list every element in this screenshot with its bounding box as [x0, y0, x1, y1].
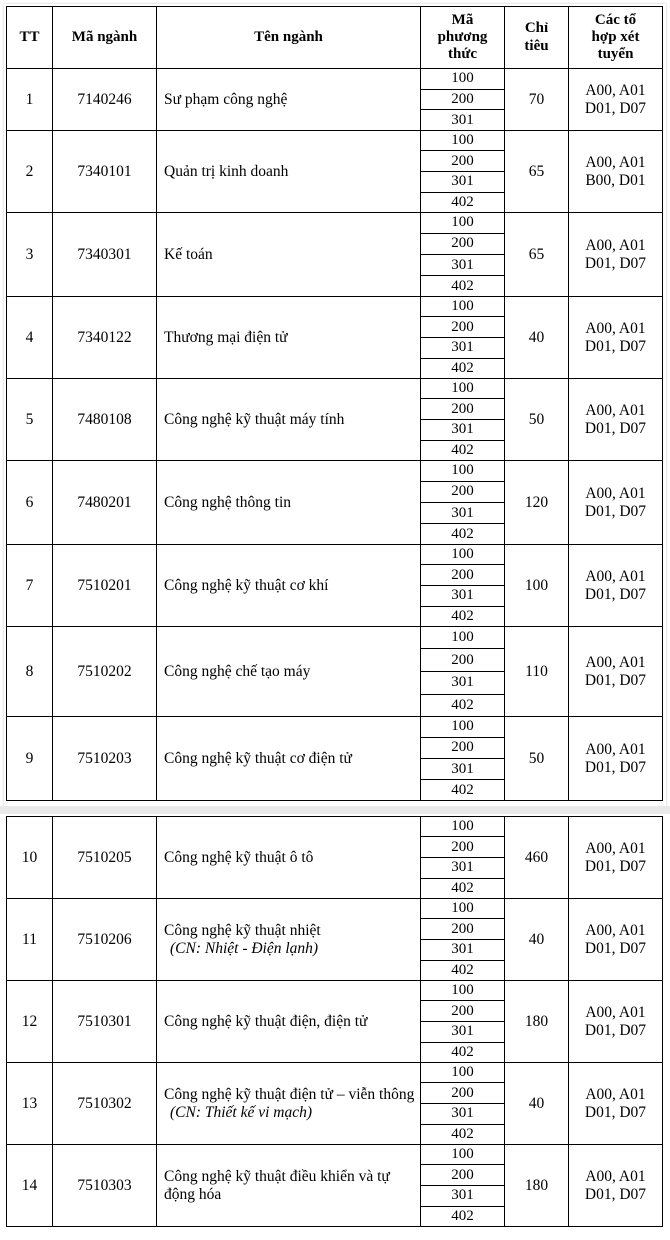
row-name: [157, 899, 421, 981]
table-row: [7, 1063, 663, 1145]
method-list: [421, 545, 504, 626]
row-name-text: Công nghệ kỹ thuật điều khiển và tự động hóa: [164, 1167, 390, 1203]
row-combos: [569, 213, 663, 297]
table-row: [7, 379, 663, 461]
header-line: hợp xét: [591, 28, 640, 45]
row-name: [157, 627, 421, 717]
method-code: 200: [421, 919, 504, 940]
row-name-text: Sư phạm công nghệ: [164, 90, 288, 108]
method-code: 301: [421, 1021, 504, 1042]
method-code: 301: [421, 254, 504, 275]
row-methods: [421, 1063, 505, 1145]
combo-line: D01, D07: [584, 1103, 647, 1121]
row-code: 7340101: [53, 131, 157, 213]
combo-line: A00, A01: [585, 921, 646, 939]
row-name: [157, 717, 421, 801]
method-code: 402: [451, 696, 474, 713]
row-name-text: Công nghệ kỹ thuật ô tô: [164, 848, 314, 866]
row-methods: [421, 297, 505, 379]
page-gap: [0, 806, 670, 814]
method-code: 402: [451, 193, 474, 210]
table-row: [7, 69, 663, 131]
row-quota: 120: [505, 461, 569, 545]
combo-line: D01, D07: [584, 99, 647, 117]
method-code: 200: [421, 1083, 504, 1104]
table-row: [7, 1145, 663, 1227]
row-tt: 9: [7, 717, 53, 801]
admissions-table-part-2: [6, 816, 663, 1227]
combo-line: D01, D07: [584, 502, 647, 520]
method-list: [421, 379, 504, 460]
row-combos: [569, 297, 663, 379]
header-line: Mã: [451, 11, 474, 28]
method-code: 200: [421, 1165, 504, 1186]
row-methods: [421, 1145, 505, 1227]
table-header-row: [7, 7, 663, 69]
combo-line: D01, D07: [584, 254, 647, 272]
method-list: [421, 899, 504, 980]
method-code: 100: [421, 461, 504, 481]
combo-line: A00, A01: [585, 81, 646, 99]
row-name: [157, 297, 421, 379]
combo-line: D01, D07: [584, 1185, 647, 1203]
combo-line: A00, A01: [585, 653, 646, 671]
row-tt: 4: [7, 297, 53, 379]
combo-line: A00, A01: [585, 1003, 646, 1021]
row-code: 7480201: [53, 461, 157, 545]
row-code: 7510205: [53, 817, 157, 899]
method-code: 200: [421, 481, 504, 502]
method-list: [421, 717, 504, 800]
row-combos: [569, 131, 663, 213]
row-combos: [569, 1145, 663, 1227]
method-code: 100: [421, 545, 504, 565]
method-code: 402: [451, 441, 474, 458]
combo-line: A00, A01: [585, 1167, 646, 1185]
method-code: 200: [421, 565, 504, 586]
table-row: [7, 981, 663, 1063]
row-combos: [569, 545, 663, 627]
combo-line: A00, A01: [585, 740, 646, 758]
method-code: 301: [421, 585, 504, 606]
combo-line: A00, A01: [585, 236, 646, 254]
row-tt: 2: [7, 131, 53, 213]
method-code: 402: [451, 607, 474, 624]
header-line: phương: [437, 28, 488, 45]
row-code: 7140246: [53, 69, 157, 131]
combo-line: D01, D07: [584, 1021, 647, 1039]
row-methods: [421, 899, 505, 981]
method-list: [421, 69, 504, 130]
method-code: 200: [421, 649, 504, 672]
method-code: 301: [421, 337, 504, 358]
row-quota: 100: [505, 545, 569, 627]
method-code: 100: [421, 213, 504, 233]
method-code: 402: [451, 277, 474, 294]
table-row: [7, 213, 663, 297]
header-line: tiêu: [524, 37, 549, 54]
combo-line: A00, A01: [585, 839, 646, 857]
combo-line: A00, A01: [585, 401, 646, 419]
method-code: 100: [421, 1063, 504, 1083]
row-note: (CN: Thiết kế vi mạch): [170, 1103, 313, 1121]
header-line: tuyển: [597, 46, 634, 63]
row-name-text: Công nghệ kỹ thuật nhiệt: [164, 921, 321, 939]
row-name: [157, 1145, 421, 1227]
method-code: 200: [421, 151, 504, 172]
row-code: 7480108: [53, 379, 157, 461]
row-methods: [421, 545, 505, 627]
method-code: 402: [451, 961, 474, 978]
method-code: 200: [421, 837, 504, 858]
row-combos: [569, 981, 663, 1063]
row-quota: 50: [505, 379, 569, 461]
row-code: 7340122: [53, 297, 157, 379]
row-note: (CN: Nhiệt - Điện lạnh): [170, 939, 319, 957]
row-tt: 8: [7, 627, 53, 717]
header-chi-tieu: [505, 7, 569, 69]
row-quota: 40: [505, 1063, 569, 1145]
row-quota: 65: [505, 131, 569, 213]
method-code: 402: [451, 781, 474, 798]
method-list: [421, 817, 504, 898]
method-code: 100: [421, 297, 504, 317]
method-code: 402: [451, 879, 474, 896]
row-name-text: Công nghệ kỹ thuật cơ điện tử: [164, 749, 352, 767]
table-row: [7, 817, 663, 899]
row-tt: 14: [7, 1145, 53, 1227]
row-name: [157, 817, 421, 899]
combo-line: D01, D07: [584, 585, 647, 603]
combo-line: A00, A01: [585, 567, 646, 585]
row-combos: [569, 627, 663, 717]
method-code: 402: [451, 359, 474, 376]
method-code: 301: [421, 758, 504, 779]
combo-line: D01, D07: [584, 857, 647, 875]
method-code: 301: [421, 939, 504, 960]
row-methods: [421, 627, 505, 717]
method-code: 301: [421, 857, 504, 878]
row-name: [157, 981, 421, 1063]
row-name: [157, 379, 421, 461]
method-code: 402: [451, 1207, 474, 1224]
row-quota: 180: [505, 981, 569, 1063]
combo-line: A00, A01: [585, 484, 646, 502]
method-code: 100: [421, 717, 504, 737]
row-quota: 180: [505, 1145, 569, 1227]
row-methods: [421, 461, 505, 545]
row-tt: 7: [7, 545, 53, 627]
row-code: 7510203: [53, 717, 157, 801]
table-row: [7, 461, 663, 545]
header-ma-phuong-thuc: [421, 7, 505, 69]
row-tt: 11: [7, 899, 53, 981]
method-code: 402: [451, 1125, 474, 1142]
method-code: 200: [421, 317, 504, 338]
row-name: [157, 1063, 421, 1145]
row-combos: [569, 1063, 663, 1145]
row-name: [157, 545, 421, 627]
row-tt: 10: [7, 817, 53, 899]
method-code: 100: [421, 1145, 504, 1165]
row-tt: 5: [7, 379, 53, 461]
row-tt: 12: [7, 981, 53, 1063]
row-methods: [421, 981, 505, 1063]
row-combos: [569, 379, 663, 461]
row-tt: 6: [7, 461, 53, 545]
method-code: 301: [421, 502, 504, 523]
method-code: 200: [421, 233, 504, 254]
row-name-text: Công nghệ kỹ thuật cơ khí: [164, 576, 329, 594]
row-quota: 110: [505, 627, 569, 717]
row-name-text: Công nghệ kỹ thuật điện tử – viễn thông: [164, 1085, 415, 1103]
table-row: [7, 899, 663, 981]
row-methods: [421, 379, 505, 461]
row-combos: [569, 817, 663, 899]
method-code: 100: [421, 817, 504, 837]
row-name: [157, 69, 421, 131]
method-code: 200: [421, 737, 504, 758]
row-quota: 40: [505, 899, 569, 981]
row-combos: [569, 69, 663, 131]
table-row: [7, 627, 663, 717]
row-methods: [421, 817, 505, 899]
row-quota: 460: [505, 817, 569, 899]
row-name: [157, 213, 421, 297]
row-tt: 3: [7, 213, 53, 297]
combo-line: D01, D07: [584, 337, 647, 355]
method-code: 200: [421, 399, 504, 420]
row-tt: 13: [7, 1063, 53, 1145]
row-code: 7510302: [53, 1063, 157, 1145]
row-code: 7510301: [53, 981, 157, 1063]
method-list: [421, 213, 504, 296]
row-combos: [569, 717, 663, 801]
method-list: [421, 297, 504, 378]
combo-line: A00, A01: [585, 153, 646, 171]
combo-line: D01, D07: [584, 758, 647, 776]
row-methods: [421, 69, 505, 131]
method-code: 301: [451, 111, 474, 128]
row-code: 7510201: [53, 545, 157, 627]
method-code: 301: [421, 1103, 504, 1124]
method-list: [421, 461, 504, 544]
header-line: Các tổ: [594, 11, 637, 28]
header-line: thức: [448, 46, 477, 63]
method-code: 200: [421, 89, 504, 110]
method-list: [421, 1063, 504, 1144]
combo-line: D01, D07: [584, 939, 647, 957]
method-code: 100: [421, 899, 504, 919]
method-code: 100: [421, 379, 504, 399]
combo-line: A00, A01: [585, 1085, 646, 1103]
header-ten-nganh: Tên ngành: [157, 7, 421, 69]
method-list: [421, 981, 504, 1062]
method-code: 301: [421, 419, 504, 440]
table-row: [7, 717, 663, 801]
combo-line: D01, D07: [584, 671, 647, 689]
method-code: 200: [421, 1001, 504, 1022]
row-code: 7340301: [53, 213, 157, 297]
method-code: 402: [451, 1043, 474, 1060]
row-code: 7510303: [53, 1145, 157, 1227]
combo-line: B00, D01: [585, 171, 646, 189]
row-code: 7510206: [53, 899, 157, 981]
row-name-text: Công nghệ chế tạo máy: [164, 662, 311, 680]
row-name-text: Công nghệ kỹ thuật điện, điện tử: [164, 1012, 368, 1030]
table-row: [7, 545, 663, 627]
header-ma-nganh: Mã ngành: [53, 7, 157, 69]
row-name-text: Công nghệ kỹ thuật máy tính: [164, 410, 345, 428]
method-list: [421, 131, 504, 212]
row-quota: 65: [505, 213, 569, 297]
method-code: 301: [421, 671, 504, 694]
row-name-text: Công nghệ thông tin: [164, 493, 292, 511]
method-code: 402: [451, 525, 474, 542]
row-combos: [569, 461, 663, 545]
row-name: [157, 461, 421, 545]
row-methods: [421, 131, 505, 213]
row-combos: [569, 899, 663, 981]
method-code: 100: [421, 69, 504, 89]
row-name: [157, 131, 421, 213]
method-list: [421, 1145, 504, 1226]
header-tt: TT: [7, 7, 53, 69]
row-quota: 50: [505, 717, 569, 801]
row-methods: [421, 213, 505, 297]
row-quota: 70: [505, 69, 569, 131]
table-row: [7, 297, 663, 379]
method-list: [421, 627, 504, 716]
combo-line: D01, D07: [584, 419, 647, 437]
method-code: 100: [421, 131, 504, 151]
method-code: 100: [421, 627, 504, 649]
method-code: 301: [421, 1185, 504, 1206]
method-code: 301: [421, 171, 504, 192]
row-methods: [421, 717, 505, 801]
row-name-text: Kế toán: [164, 245, 213, 263]
combo-line: A00, A01: [585, 319, 646, 337]
row-name-text: Quản trị kinh doanh: [164, 162, 289, 180]
row-tt: 1: [7, 69, 53, 131]
row-quota: 40: [505, 297, 569, 379]
table-row: [7, 131, 663, 213]
row-name-text: Thương mại điện tử: [164, 328, 288, 346]
method-code: 100: [421, 981, 504, 1001]
header-line: Chỉ: [524, 20, 549, 37]
row-code: 7510202: [53, 627, 157, 717]
admissions-table-part-1: [6, 6, 663, 801]
header-to-hop: [569, 7, 663, 69]
